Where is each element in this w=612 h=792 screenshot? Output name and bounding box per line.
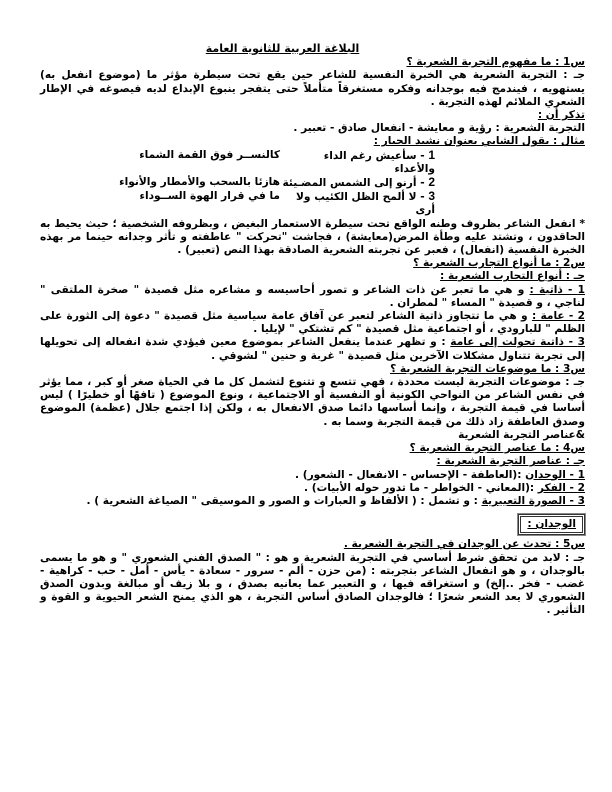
- question-3-wrap: [40, 363, 585, 376]
- note-paragraph: * انفعل الشاعر بظروف وطنه الواقع تحت سيطرة الاستعمار البغيض ، وبظروفه الشخصية ؛ حيث يحيط به الحاقدون ، وتشتد عليه وطأة المرض(معايشة) ، فجاشت "تحركت " عاطفته و تأثر وجدانه حينما مر بهذه الخبرة النفسية (انفعال) ، فعبر عن تجربته الشعرية الصادقة بهذا النص (تعبير) .: [40, 217, 585, 257]
- remember-text: التجربة الشعرية : رؤية و معايشة - انفعال صادق - تعبير .: [293, 122, 585, 135]
- question-2-wrap: [40, 257, 585, 270]
- verse-3-first: 3 - لا ألمح الظل الكئيب ولا أرى: [296, 189, 435, 217]
- answer-4-intro: جـ : عناصر التجربة الشعرية :: [436, 455, 585, 468]
- question-4-wrap: [40, 442, 585, 455]
- verse-2-first: 2 - أرنو إلى الشمس المضـيئة: [282, 175, 435, 190]
- type-3: [40, 336, 585, 362]
- answer-3: جـ : موضوعات التجربة ليست محددة ، فهي تتسع و تتنوع لتشمل كل ما في الحياة صغر أو كبر ، مما يؤثر في نفس الشاعر من النواحي الكونية أو النفسية أو الاجتماعية ، ونوع الموضوع ( تافهًا أو خطيرًا ) ليس أساسا في قيمة التجربة ، وإنما أساسها دائما صدق الانفعال به ، ولكن إذا اجتمع جلال (عظمة) الموضوع وصدق العاطفة زاد ذلك من قيمة التجربة وسما به .: [40, 376, 585, 428]
- element-1: [40, 469, 585, 482]
- verse-1-first: 1 - سأعيش رغم الداء والأعداء: [323, 147, 435, 175]
- answer-1: جـ : التجربة الشعرية هي الخبرة النفسية للشاعر حين يقع تحت سيطرة مؤثر ما (موضوع انفعل به) يستهويه ، فيندمج فيه بوجدانه وفكره مستغرقاً متأملاً حتى يتفجر ينبوع الإبداع لديه فيصوغه في الإطار الشعري الملائم لهذه التجربة .: [40, 69, 585, 108]
- question-4: س4 : ما عناصر التجربة الشعرية ؟: [409, 442, 585, 455]
- type-3-text: : و تظهر عندما ينفعل الشاعر بموضوع معين فيؤدي شدة انفعاله إلى تحويلها إلى تجربة تتناول مشكلات الآخرين مثل قصيدة " غربة و حنين " لشوقي .: [40, 336, 585, 362]
- section-box-wrap: [40, 514, 585, 535]
- section-box-wijdan: الوجدان :: [518, 514, 585, 535]
- type-2: [40, 310, 585, 336]
- type-3-label: 3 - ذاتية تحولت إلى عامة: [450, 336, 585, 349]
- verse-3: [40, 190, 585, 217]
- type-1: [40, 284, 585, 310]
- question-5-wrap: [40, 538, 585, 551]
- verse-1: [40, 149, 585, 176]
- example-label-text: مثال : يقول الشابي بعنوان نشيد الجبار :: [373, 135, 585, 148]
- element-1-text: :(العاطفة - الإحساس - الانفعال - الشعور) .: [295, 468, 526, 481]
- element-2-text: :(المعاني - الخواطر - ما تدور حوله الأبيات) .: [304, 481, 538, 494]
- answer-5: جـ : لابد من تحقق شرط أساسي في التجربة الشعرية و هو : " الصدق الفني الشعوري " و هو ما يسمى بالوجدان ، و هو انفعال الشاعر بتجربته : (من حزن - ألم - سرور - سعادة - يأس - أمل - حب - كراهية - غضب - فخر ..إلخ) و استغراقه فيها ، و التعبير عما يعانيه بصدق ، و بلا زيف أو مبالغة وبدون الصدق الشعوري لا يعد الشعر شعرًا ؛ فالوجدان الصادق أساس التجربة ، هو الذي يمنح الشعر الحيوية و القوة و التأثير .: [40, 551, 585, 617]
- document-page: [40, 42, 585, 618]
- element-3-label: 3 - الصورة التعبيرية: [481, 494, 585, 507]
- element-3: [40, 495, 585, 508]
- element-1-label: 1 - الوجدان: [525, 468, 585, 481]
- example-label: [40, 135, 585, 148]
- verse-3-second: ما في قرار الهوة الســوداء: [139, 190, 280, 203]
- question-1: س1 : ما مفهوم التجربة الشعرية ؟: [406, 56, 585, 69]
- answer-2-intro: جـ : أنواع التجارب الشعرية :: [440, 270, 585, 283]
- verse-2-second: هازئا بالسحب والأمطار والأنواء: [119, 176, 280, 189]
- type-2-label: 2 - عامة :: [531, 310, 585, 323]
- document-title: البلاغة العربية للثانوية العامة: [205, 42, 360, 55]
- question-2: س2 : ما أنواع التجارب الشعرية ؟: [413, 257, 585, 270]
- type-1-label: 1 - ذاتية :: [529, 283, 585, 296]
- question-5: س5 : تحدث عن الوجدان في التجربة الشعرية .: [343, 538, 585, 551]
- element-2: [40, 482, 585, 495]
- verse-2: [40, 176, 585, 190]
- element-3-text: : و تشمل : ( الألفاظ و العبارات و الصور و الموسيقى " الصياغة الشعرية ) .: [86, 494, 482, 507]
- question-3: س3 : ما موضوعات التجربة الشعرية ؟: [390, 362, 585, 375]
- type-1-text: و هي ما تعبر عن ذات الشاعر و تصور أحاسيسه و مشاعره مثل قصيدة " صخرة الملتقى " لناجي ، و قصيدة " المساء " لمطران .: [40, 283, 585, 309]
- remember-label: تذكر أن :: [537, 109, 585, 122]
- elements-heading: &عناصر التجربة الشعرية: [458, 428, 585, 441]
- element-2-label: 2 - الفكر: [537, 481, 585, 494]
- type-2-text: و هي ما تتجاوز ذاتية الشاعر لتعبر عن آفاق عامة سياسية مثل قصيدة " دعوة إلى الثورة على الظلم " للبارودي ، أو اجتماعية مثل قصيدة " كم تشتكي " لإيليا .: [40, 310, 585, 336]
- verse-1-second: كالنســر فوق القمة الشماء: [139, 148, 280, 161]
